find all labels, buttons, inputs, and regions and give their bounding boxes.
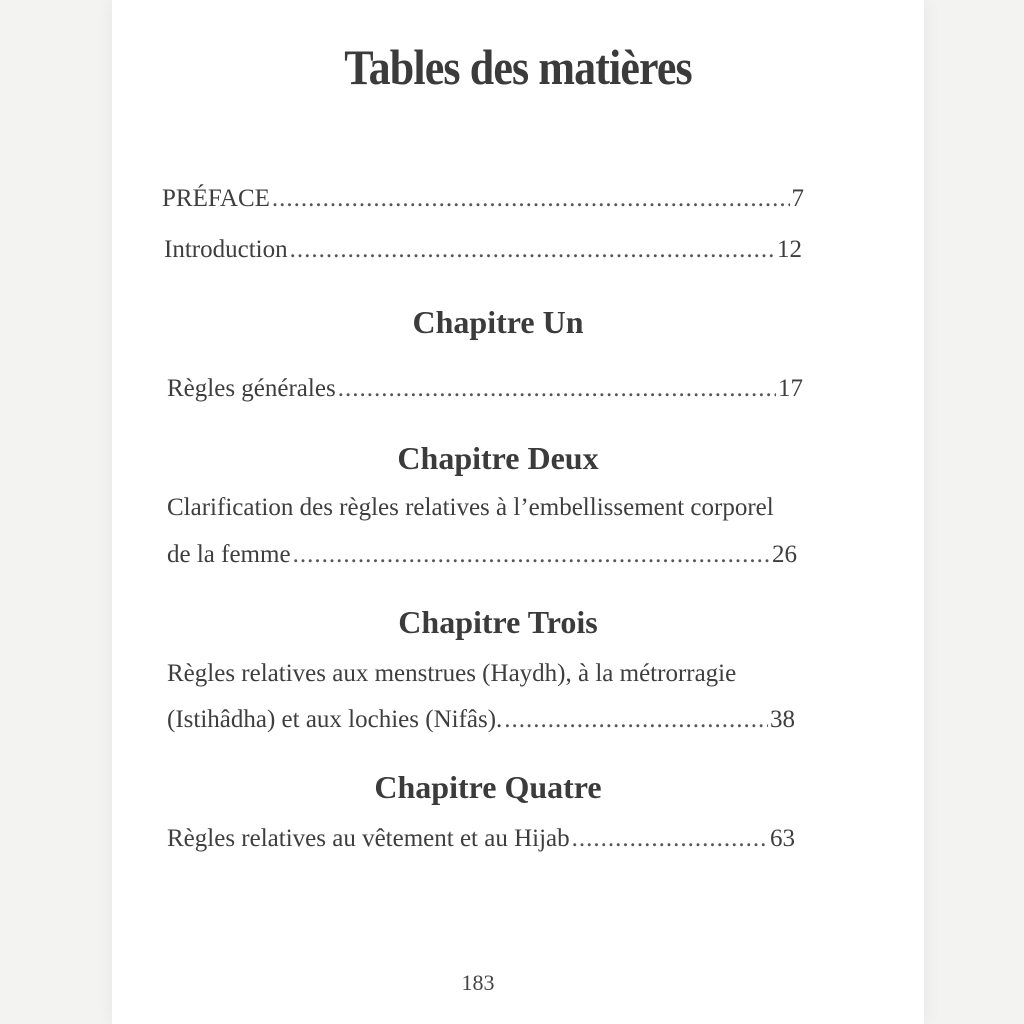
toc-entry-label: Règles générales xyxy=(167,375,336,402)
book-page xyxy=(112,0,924,1024)
toc-entry-chapter-4 xyxy=(167,825,795,859)
toc-entry-label: (Istihâdha) et aux lochies (Nifâs). xyxy=(167,706,503,733)
toc-entry-page: 12 xyxy=(777,236,802,263)
dot-leader xyxy=(290,236,775,264)
toc-entry-introduction xyxy=(164,236,802,270)
toc-entry-chapter-2 xyxy=(167,541,797,575)
toc-entry-chapter-1 xyxy=(167,375,803,409)
chapter-heading-4: Chapitre Quatre xyxy=(374,769,602,805)
chapter-heading-2: Chapitre Deux xyxy=(397,440,599,476)
page-number: 183 xyxy=(461,970,495,995)
dot-leader xyxy=(272,185,790,213)
dot-leader xyxy=(293,541,770,569)
page-title: Tables des matières xyxy=(344,39,692,95)
toc-entry-label: Règles relatives au vêtement et au Hijab xyxy=(167,825,570,852)
dot-leader xyxy=(504,706,768,734)
chapter-heading-1: Chapitre Un xyxy=(412,304,584,340)
toc-entry-page: 63 xyxy=(770,825,795,852)
toc-entry-chapter-3 xyxy=(167,706,795,740)
toc-entry-label: PRÉFACE xyxy=(162,185,270,212)
toc-entry-page: 7 xyxy=(791,185,804,212)
toc-entry-preface xyxy=(162,185,804,219)
toc-entry-page: 26 xyxy=(772,541,797,568)
dot-leader xyxy=(572,825,768,853)
toc-entry-page: 17 xyxy=(778,375,803,402)
chapter-heading-3: Chapitre Trois xyxy=(398,604,598,640)
dot-leader xyxy=(338,375,776,403)
toc-entry-label: Introduction xyxy=(164,236,288,263)
toc-entry-chapter-3-line-1: Règles relatives aux menstrues (Haydh), à la métrorragie xyxy=(167,660,737,687)
toc-entry-page: 38 xyxy=(770,706,795,733)
toc-entry-chapter-2-line-1: Clarification des règles relatives à l’embellissement corporel xyxy=(167,494,774,521)
toc-entry-label: de la femme xyxy=(167,541,291,568)
